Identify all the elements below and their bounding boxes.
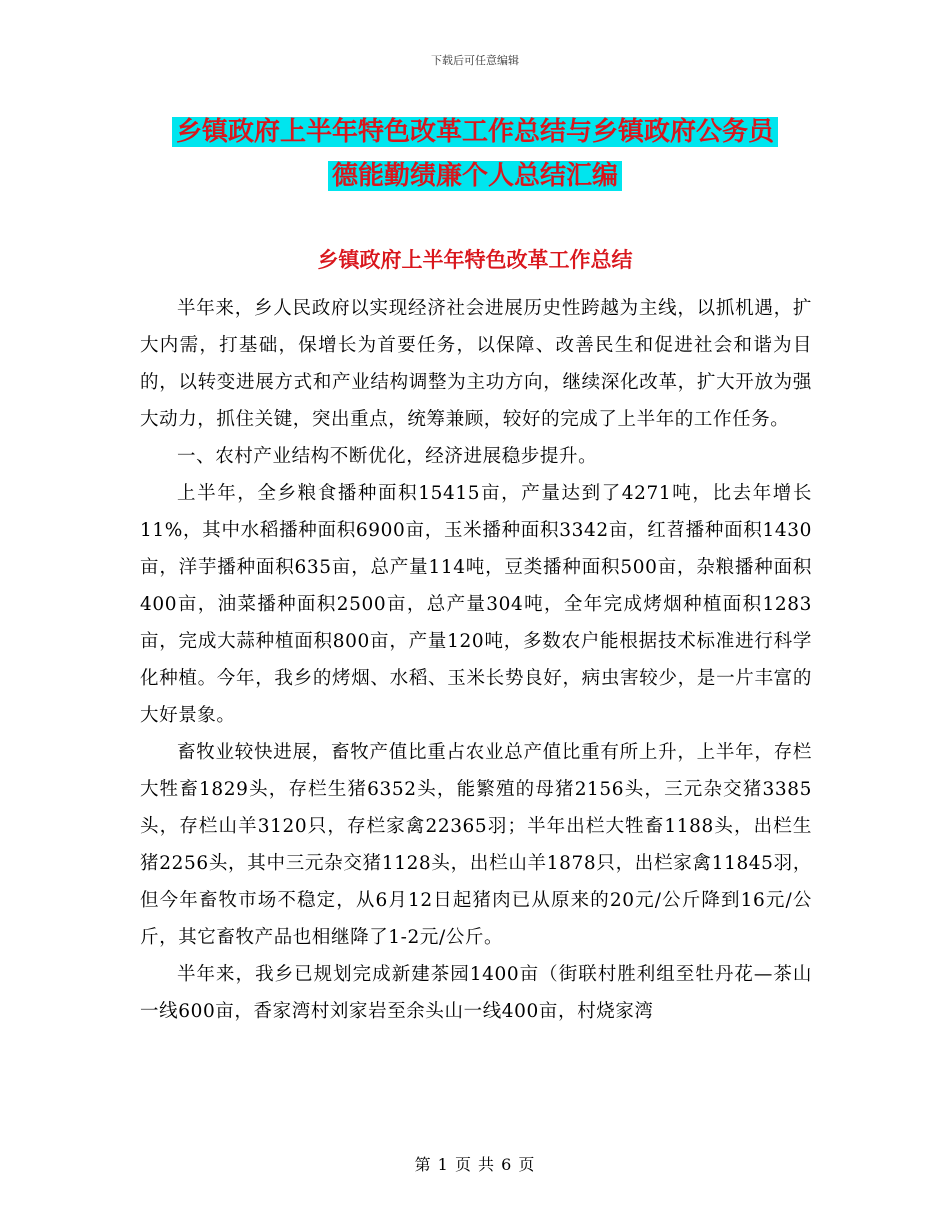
document-title-line-2 <box>0 154 950 198</box>
page-footer: 第 1 页 共 6 页 <box>414 1155 536 1174</box>
document-title-text-2: 德能勤绩廉个人总结汇编 <box>328 161 622 191</box>
paragraph-heading-1: 一、农村产业结构不断优化，经济进展稳步提升。 <box>177 446 598 467</box>
paragraph-intro: 半年来，乡人民政府以实现经济社会进展历史性跨越为主线，以抓机遇，扩大内需，打基础，保增长为首要任务，以保障、改善民生和促进社会和谐为目的，以转变进展方式和产业结构调整为主功方向，继续深化改革，扩大开放为强大动力，抓住关键，突出重点，统筹兼顾，较好的完成了上半年的工作任务。 <box>140 298 812 430</box>
section-title: 乡镇政府上半年特色改革工作总结 <box>317 248 633 272</box>
paragraph-tea-garden: 半年来，我乡已规划完成新建茶园1400亩（街联村胜利组至牡丹花—茶山一线600亩，香家湾村刘家岩至余头山一线400亩，村烧家湾 <box>140 964 812 1022</box>
document-title-text-1: 乡镇政府上半年特色改革工作总结与乡镇政府公务员 <box>172 117 778 147</box>
paragraph-crops: 上半年，全乡粮食播种面积15415亩，产量达到了4271吨，比去年增长11%，其中水稻播种面积6900亩，玉米播种面积3342亩，红苕播种面积1430亩，洋芋播种面积635亩，总产量114吨，豆类播种面积500亩，杂粮播种面积400亩，油菜播种面积2500亩，总产量304吨，全年完成烤烟种植面积1283亩，完成大蒜种植面积800亩，产量120吨，多数农户能根据技术标准进行科学化种植。今年，我乡的烤烟、水稻、玉米长势良好，病虫害较少，是一片丰富的大好景象。 <box>140 483 812 726</box>
document-title-line-1 <box>0 110 950 154</box>
document-body <box>140 290 812 1030</box>
paragraph-livestock: 畜牧业较快进展，畜牧产值比重占农业总产值比重有所上升，上半年，存栏大牲畜1829头，存栏生猪6352头，能繁殖的母猪2156头，三元杂交猪3385头，存栏山羊3120只，存栏家禽22365羽；半年出栏大牲畜1188头，出栏生猪2256头，其中三元杂交猪1128头，出栏山羊1878只，出栏家禽11845羽，但今年畜牧市场不稳定，从6月12日起猪肉已从原来的20元/公斤降到16元/公斤，其它畜牧产品也相继降了1-2元/公斤。 <box>140 742 812 948</box>
header-note: 下载后可任意编辑 <box>431 54 519 67</box>
